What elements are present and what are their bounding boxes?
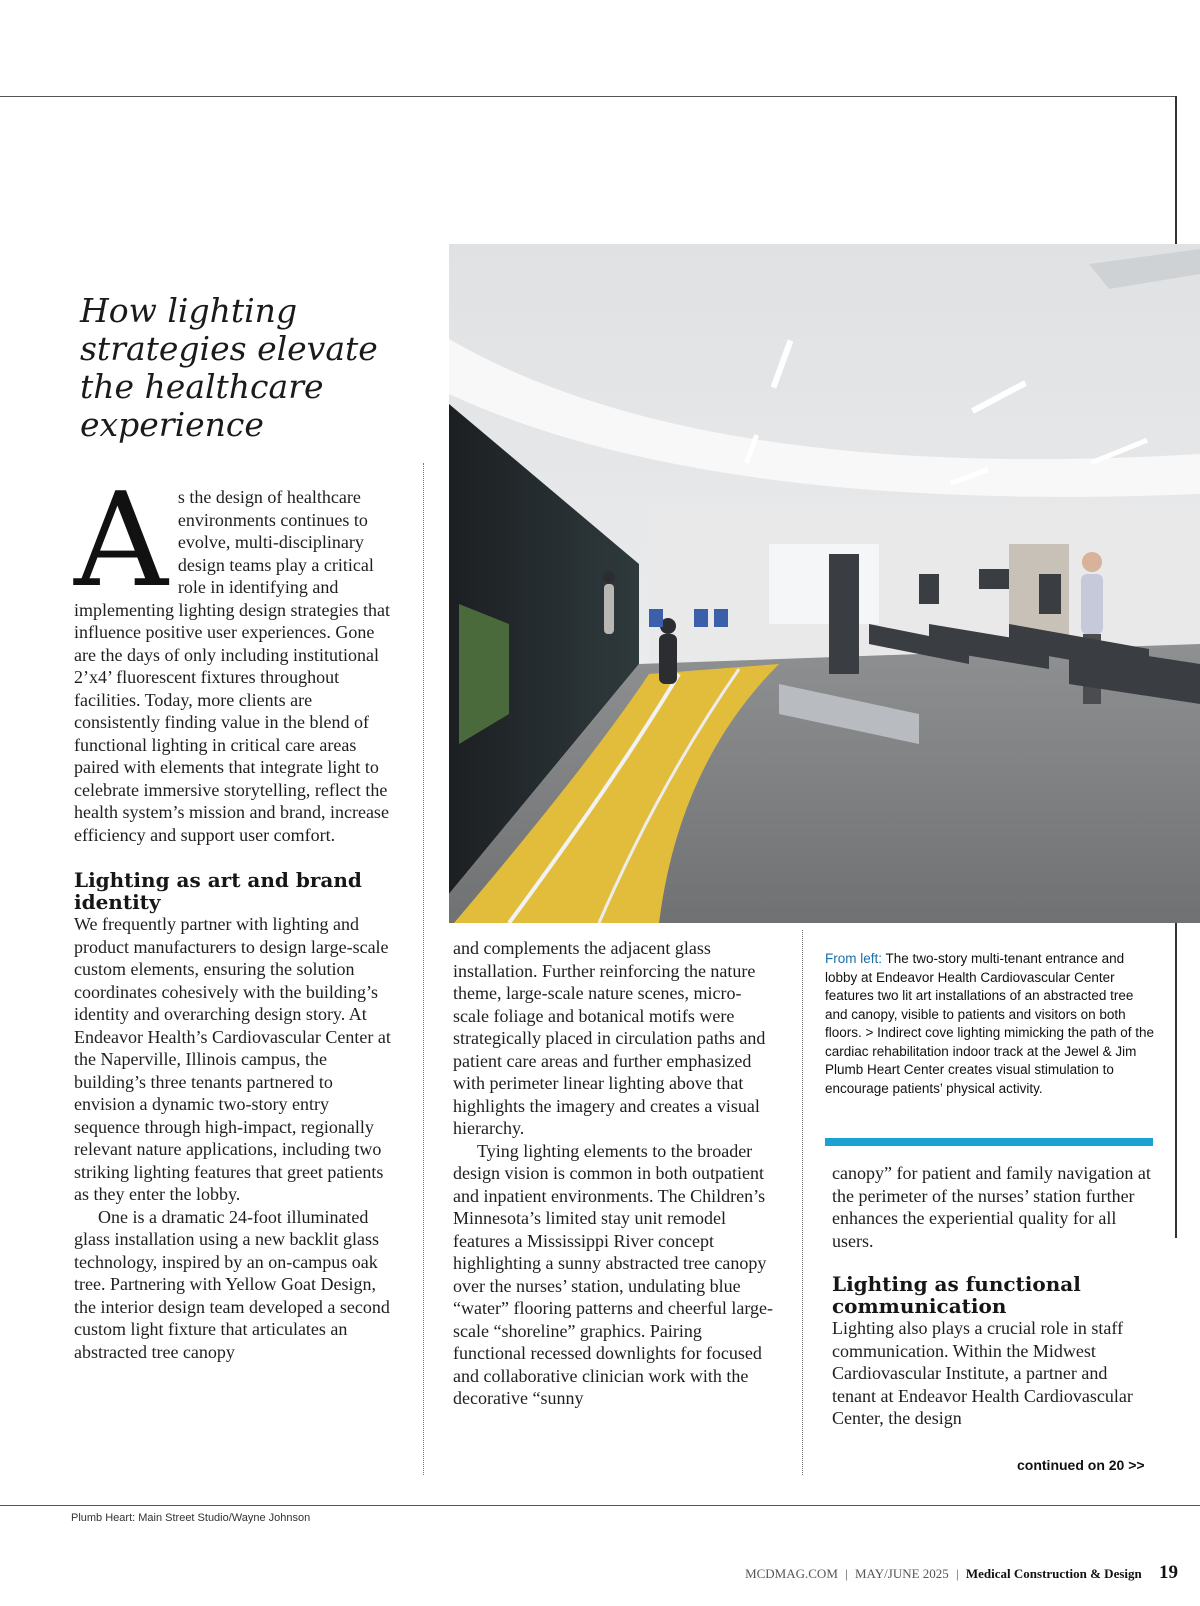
middle-paragraph-1: and complements the adjacent glass installation. Further reinforcing the nature theme, large-scale nature scenes, micro-scale foliage and botanical motifs were strategically placed in circulation paths and patient care areas and further emphasized with perimeter linear lighting above that highlights the imagery and creates a visual hierarchy. <box>453 938 766 1138</box>
footer-site[interactable]: MCDMAG.COM <box>745 1566 838 1581</box>
right-paragraph-2: Lighting also plays a crucial role in staff communication. Within the Midwest Cardiovascular Institute, a partner and tenant at Endeavor Health Cardiovascular Center, the design <box>832 1318 1133 1428</box>
photo-caption <box>825 950 1155 1098</box>
accent-bar <box>825 1138 1153 1146</box>
drop-cap: A <box>74 464 168 616</box>
page-footer <box>745 1562 1178 1584</box>
lobby-track-photo <box>449 244 1200 923</box>
footer-separator-2: | <box>956 1566 959 1581</box>
bottom-rule <box>0 1505 1200 1506</box>
photo-credit: Plumb Heart: Main Street Studio/Wayne Johnson <box>71 1512 311 1524</box>
top-rule <box>0 96 1176 97</box>
middle-column <box>453 937 773 1410</box>
footer-magazine: Medical Construction & Design <box>965 1566 1142 1581</box>
section1-heading: Lighting as art and brand identity <box>74 868 362 914</box>
intro-text: s the design of healthcare environments continues to evolve, multi-disciplinary design teams play a critical role in identifying and implementing lighting design strategies that influence positive user experiences. Gone are the days of only including institutional 2’x4’ fluorescent fixtures throughout facilities. Today, more clients are consistently finding value in the blend of functional lighting in critical care areas paired with elements that integrate light to celebrate immersive storytelling, reflect the health system’s mission and brand, increase efficiency and support user comfort. <box>74 487 390 845</box>
section1-paragraph-2: One is a dramatic 24-foot illuminated glass installation using a new backlit glass technology, inspired by an on-campus oak tree. Partnering with Yellow Goat Design, the interior design team developed a second custom light fixture that articulates an abstracted tree canopy <box>74 1206 390 1362</box>
footer-separator: | <box>845 1566 848 1581</box>
section1-paragraph-1: We frequently partner with lighting and product manufacturers to design large-scale custom elements, ensuring the solution coordinates cohesively with the building’s identity and overarching design story. At Endeavor Health’s Cardiovascular Center at the Naperville, Illinois campus, the building’s three tenants partnered to envision a dynamic two-story entry sequence through high-impact, regionally relevant nature applications, including two striking lighting features that greet patients as they enter the lobby. <box>74 914 391 1204</box>
article-title: How lighting strategies elevate the healthcare experience <box>80 291 378 444</box>
right-paragraph-1: canopy” for patient and family navigation at the perimeter of the nurses’ station further enhances the experiential quality for all users. <box>832 1163 1151 1251</box>
middle-paragraph-2: Tying lighting elements to the broader design vision is common in both outpatient and inpatient environments. The Children’s Minnesota’s limited stay unit remodel features a Mississippi River concept highlighting a sunny abstracted tree canopy over the nurses’ station, undulating blue “water” flooring patterns and cheerful large-scale “shoreline” graphics. Pairing functional recessed downlights for focused and collaborative clinician work with the decorative “sunny <box>453 1140 774 1408</box>
section2-heading: Lighting as functional communication <box>832 1272 1081 1318</box>
caption-lead: From left: <box>825 951 883 966</box>
column-divider-right <box>802 930 803 1475</box>
intro-paragraph <box>74 464 396 846</box>
column-divider-left <box>423 463 424 1475</box>
right-column <box>832 1162 1154 1430</box>
caption-text: The two-story multi-tenant entrance and lobby at Endeavor Health Cardiovascular Center features two lit art installations of an abstracted tree and canopy, visible to patients and visitors on both floors. > Indirect cove lighting mimicking the path of the cardiac rehabilitation indoor track at the Jewel & Jim Plumb Heart Center creates visual stimulation to encourage patients’ physical activity. <box>825 951 1155 1096</box>
page-number: 19 <box>1159 1562 1178 1583</box>
left-column <box>74 464 396 1363</box>
footer-issue: MAY/JUNE 2025 <box>855 1566 949 1581</box>
continued-link[interactable]: continued on 20 >> <box>1017 1457 1145 1473</box>
